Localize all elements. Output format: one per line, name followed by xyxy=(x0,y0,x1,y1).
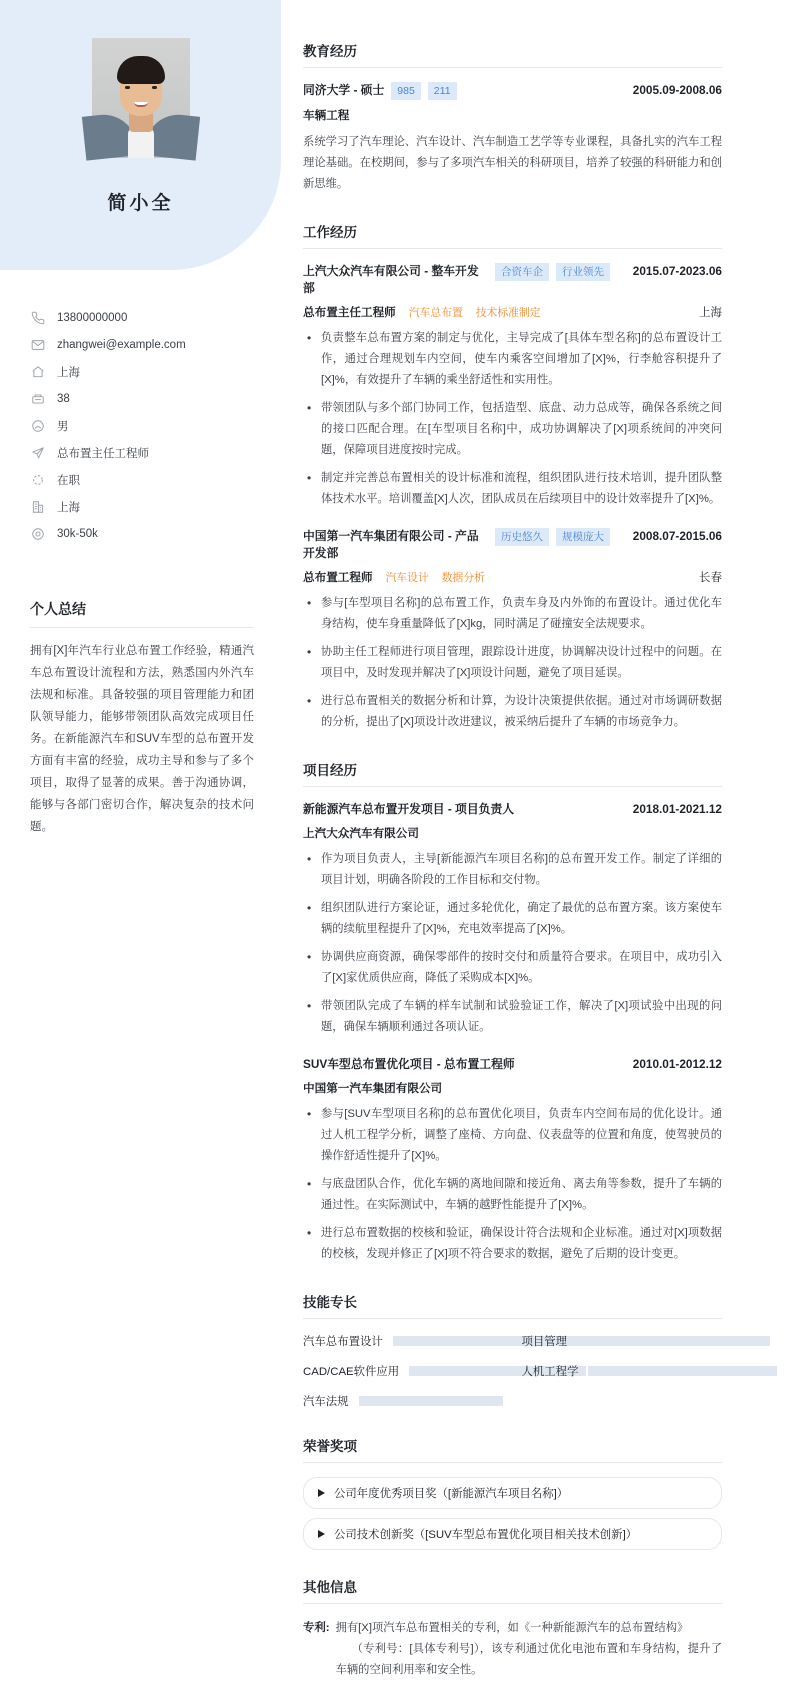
awards-list xyxy=(303,1477,722,1550)
contact-value: 上海 xyxy=(57,501,80,514)
contact-value: 上海 xyxy=(57,366,80,379)
education-heading: 教育经历 xyxy=(303,40,722,68)
bullet-item: • 带领团队与多个部门协同工作，包括造型、底盘、动力总成等，确保各系统之间的接口匹配合理。在[车型项目名称]中，成功协调解决了[X]项系统间的冲突问题，保障项目进度按时完成。 xyxy=(303,398,722,461)
home-icon xyxy=(30,364,46,380)
skills-grid xyxy=(303,1333,722,1409)
skill-item xyxy=(303,1363,504,1379)
contact-value: 30k-50k xyxy=(57,527,98,540)
company-tag: 规模庞大 xyxy=(556,528,610,546)
project-bullets xyxy=(303,1104,722,1265)
skill-label: CAD/CAE软件应用 xyxy=(303,1366,400,1378)
contact-value: 在职 xyxy=(57,474,80,487)
project-date: 2010.01-2012.12 xyxy=(632,1057,722,1071)
projects-heading: 项目经历 xyxy=(303,759,722,787)
education-entry xyxy=(303,82,722,195)
skill-tag: 数据分析 xyxy=(441,571,485,584)
contact-item-location[interactable] xyxy=(30,358,260,385)
gender-icon xyxy=(30,418,46,434)
project-date: 2018.01-2021.12 xyxy=(632,802,722,816)
other-info-heading: 其他信息 xyxy=(303,1576,722,1604)
skill-level-bar xyxy=(577,1336,769,1346)
contact-item-age[interactable] xyxy=(30,385,260,412)
other-info-section xyxy=(303,1576,722,1681)
summary-heading: 个人总结 xyxy=(30,599,254,628)
summary-section xyxy=(30,599,254,838)
projects-section xyxy=(303,759,722,1265)
contact-item-salary[interactable] xyxy=(30,520,260,547)
profile-photo xyxy=(92,38,190,158)
contact-item-status[interactable] xyxy=(30,466,260,493)
awards-section xyxy=(303,1435,722,1550)
skill-tag: 汽车设计 xyxy=(385,571,429,584)
salary-icon xyxy=(30,526,46,542)
project-bullets xyxy=(303,849,722,1038)
bullet-item: • 组织团队进行方案论证，通过多轮优化，确定了最优的总布置方案。该方案使车辆的续航里程提升了[X]%，充电效率提高了[X]%。 xyxy=(303,898,722,940)
company-name: 上汽大众汽车有限公司 - 整车开发部 xyxy=(303,264,479,295)
work-entry xyxy=(303,263,722,510)
award-item[interactable] xyxy=(303,1518,722,1550)
id-card-icon xyxy=(30,391,46,407)
skill-level-bar xyxy=(588,1366,776,1376)
project-title: 新能源汽车总布置开发项目 - 项目负责人 xyxy=(303,802,515,816)
profile-name: 简小全 xyxy=(107,193,174,214)
contact-value: 男 xyxy=(57,420,69,433)
contact-item-email[interactable] xyxy=(30,331,260,358)
patent-row xyxy=(303,1618,722,1681)
education-major: 车辆工程 xyxy=(303,109,350,122)
contact-item-phone[interactable] xyxy=(30,304,260,331)
triangle-icon xyxy=(318,1489,325,1497)
patent-label: 专利: xyxy=(303,1622,330,1634)
contact-list xyxy=(30,304,260,547)
education-description: 系统学习了汽车理论、汽车设计、汽车制造工艺学等专业课程，具备扎实的汽车工程理论基础。在校期间，参与了多项汽车相关的科研项目，培养了较强的科研能力和创新思维。 xyxy=(303,136,722,190)
skills-section xyxy=(303,1291,722,1409)
company-tag: 历史悠久 xyxy=(495,528,549,546)
tag-985: 985 xyxy=(391,82,421,100)
paper-plane-icon xyxy=(30,445,46,461)
skill-item xyxy=(522,1363,723,1379)
project-company: 上汽大众汽车有限公司 xyxy=(303,827,419,840)
work-date: 2008.07-2015.06 xyxy=(632,529,722,543)
education-section xyxy=(303,40,722,195)
contact-value: 38 xyxy=(57,392,70,405)
company-tag: 合资车企 xyxy=(495,263,549,281)
project-title: SUV车型总布置优化项目 - 总布置工程师 xyxy=(303,1057,515,1071)
summary-body: 拥有[X]年汽车行业总布置工作经验，精通汽车总布置设计流程和方法，熟悉国内外汽车法规和标准。具备较强的项目管理能力和团队领导能力，能够带领团队高效完成项目任务。在新能源汽车和SUV车型的总布置开发方面有丰富的经验，成功主导和参与了多个项目，取得了显著的成果。善于沟通协调，能够与各部门密切合作，解决复杂的技术问题。 xyxy=(30,645,254,833)
project-company: 中国第一汽车集团有限公司 xyxy=(303,1082,443,1095)
bullet-item: • 作为项目负责人，主导[新能源汽车项目名称]的总布置开发工作。制定了详细的项目计划，明确各阶段的工作目标和交付物。 xyxy=(303,849,722,891)
triangle-icon xyxy=(318,1530,325,1538)
skill-label: 项目管理 xyxy=(521,1336,568,1348)
work-location: 上海 xyxy=(699,307,722,319)
school-name: 同济大学 - 硕士 xyxy=(303,83,385,97)
award-label: 公司年度优秀项目奖（[新能源汽车项目名称]） xyxy=(334,1488,569,1500)
patent-line-2: （专利号：[具体专利号]），该专利通过优化电池布置和车身结构，提升了车辆的空间利用率和安全性。 xyxy=(335,1643,722,1676)
contact-item-work-city[interactable] xyxy=(30,493,260,520)
job-title: 总布置工程师 xyxy=(303,571,373,584)
work-section xyxy=(303,221,722,733)
bullet-item: • 与底盘团队合作，优化车辆的离地间隙和接近角、离去角等参数，提升了车辆的通过性。在实际测试中，车辆的越野性能提升了[X]%。 xyxy=(303,1174,722,1216)
tag-211: 211 xyxy=(428,82,457,100)
work-bullets xyxy=(303,593,722,733)
contact-value: 总布置主任工程师 xyxy=(57,447,149,460)
bullet-item: • 参与[车型项目名称]的总布置工作，负责车身及内外饰的布置设计。通过优化车身结构，使车身重量降低了[X]kg，同时满足了碰撞安全法规要求。 xyxy=(303,593,722,635)
job-title: 总布置主任工程师 xyxy=(303,306,396,319)
skill-label: 汽车总布置设计 xyxy=(303,1336,383,1348)
work-heading: 工作经历 xyxy=(303,221,722,249)
contact-item-position[interactable] xyxy=(30,439,260,466)
skills-heading: 技能专长 xyxy=(303,1291,722,1319)
building-icon xyxy=(30,499,46,515)
work-date: 2015.07-2023.06 xyxy=(632,264,722,278)
bullet-item: • 进行总布置相关的数据分析和计算，为设计决策提供依据。通过对市场调研数据的分析，提出了[X]项设计改进建议，被采纳后提升了车辆的市场竞争力。 xyxy=(303,691,722,733)
bullet-item: • 协助主任工程师进行项目管理，跟踪设计进度，协调解决设计过程中的问题。在项目中，及时发现并解决了[X]项设计问题，避免了项目延误。 xyxy=(303,642,722,684)
skill-level-bar xyxy=(359,1396,503,1406)
patent-text xyxy=(336,1618,722,1681)
bullet-item: • 负责整车总布置方案的制定与优化，主导完成了[具体车型名称]的总布置设计工作，通过合理规划车内空间，使车内乘客空间增加了[X]%，行李舱容积提升了[X]%，有效提升了车辆的乘坐舒适性和实用性。 xyxy=(303,328,722,391)
email-icon xyxy=(30,337,46,353)
work-bullets xyxy=(303,328,722,510)
bullet-item: • 进行总布置数据的校核和验证，确保设计符合法规和企业标准。通过对[X]项数据的校核，发现并修正了[X]项不符合要求的数据，避免了后期的设计变更。 xyxy=(303,1223,722,1265)
bullet-item: • 协调供应商资源，确保零部件的按时交付和质量符合要求。在项目中，成功引入了[X]家优质供应商，降低了采购成本[X]%。 xyxy=(303,947,722,989)
bullet-item: • 参与[SUV车型项目名称]的总布置优化项目，负责车内空间布局的优化设计。通过人机工程学分析，调整了座椅、方向盘、仪表盘等的位置和角度，使驾驶员的操作舒适性提升了[X]%。 xyxy=(303,1104,722,1167)
award-item[interactable] xyxy=(303,1477,722,1509)
education-date: 2005.09-2008.06 xyxy=(632,83,722,97)
skill-item xyxy=(522,1333,723,1349)
project-entry xyxy=(303,801,722,1038)
bullet-item: • 带领团队完成了车辆的样车试制和试验验证工作，解决了[X]项试验中出现的问题，确保车辆顺利通过各项认证。 xyxy=(303,996,722,1038)
skill-tag: 技术标准制定 xyxy=(475,306,541,319)
contact-value: zhangwei@example.com xyxy=(57,338,186,351)
skill-label: 人机工程学 xyxy=(521,1366,579,1378)
main-content xyxy=(303,40,722,1707)
profile-hero-panel xyxy=(0,0,281,270)
left-sidebar xyxy=(0,0,281,838)
awards-heading: 荣誉奖项 xyxy=(303,1435,722,1463)
project-entry xyxy=(303,1056,722,1265)
skill-item xyxy=(303,1333,504,1349)
skill-label: 汽车法规 xyxy=(303,1396,349,1408)
work-entry xyxy=(303,528,722,733)
bullet-item: • 制定并完善总布置相关的设计标准和流程，组织团队进行技术培训，提升团队整体技术水平。培训覆盖[X]人次，团队成员在后续项目中的设计效率提升了[X]%。 xyxy=(303,468,722,510)
company-name: 中国第一汽车集团有限公司 - 产品开发部 xyxy=(303,529,479,560)
work-location: 长春 xyxy=(699,572,722,584)
award-label: 公司技术创新奖（[SUV车型总布置优化项目相关技术创新]） xyxy=(334,1529,638,1541)
skill-item xyxy=(303,1393,504,1409)
phone-icon xyxy=(30,310,46,326)
patent-line-1: 拥有[X]项汽车总布置相关的专利，如《一种新能源汽车的总布置结构》 xyxy=(335,1622,689,1634)
contact-value: 13800000000 xyxy=(57,311,128,324)
contact-item-gender[interactable] xyxy=(30,412,260,439)
company-tag: 行业领先 xyxy=(556,263,610,281)
status-icon xyxy=(30,472,46,488)
skill-tag: 汽车总布置 xyxy=(408,306,463,319)
